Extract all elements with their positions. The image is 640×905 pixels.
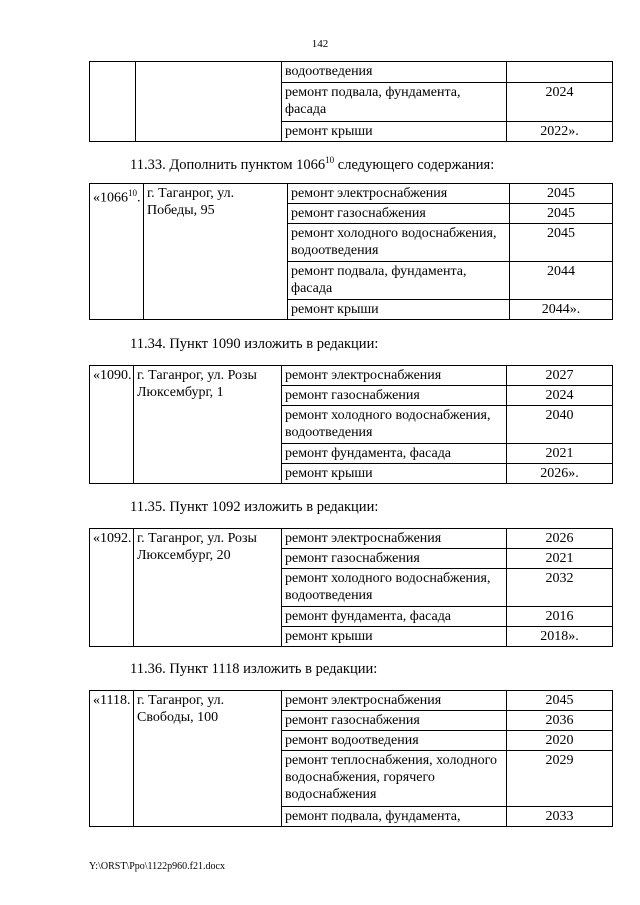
address-cell: г. Таганрог, ул. Победы, 95: [144, 184, 288, 320]
year-cell: 2044».: [510, 300, 613, 320]
year-cell: 2040: [507, 406, 613, 444]
year-cell: [507, 62, 613, 83]
address-table: [89, 528, 613, 647]
work-cell: ремонт холодного водоснабжения, водоотведения: [282, 406, 507, 444]
year-cell: 2045: [510, 204, 613, 224]
year-cell: 2045: [510, 224, 613, 262]
year-cell: 2024: [507, 386, 613, 406]
year-cell: 2016: [507, 607, 613, 627]
year-cell: 2045: [507, 691, 613, 711]
year-cell: 2044: [510, 262, 613, 300]
work-cell: ремонт электроснабжения: [282, 366, 507, 386]
work-cell: ремонт газоснабжения: [282, 549, 507, 569]
work-cell: ремонт водоотведения: [282, 731, 507, 751]
address-cell: г. Таганрог, ул. Розы Люксембург, 20: [134, 529, 282, 647]
work-cell: ремонт подвала, фундамента, фасада: [282, 83, 507, 122]
year-cell: 2021: [507, 549, 613, 569]
work-cell: ремонт газоснабжения: [288, 204, 510, 224]
page-number: 142: [311, 38, 329, 50]
paragraph-11-36: 11.36. Пункт 1118 изложить в редакции:: [130, 661, 378, 677]
work-cell: ремонт фундамента, фасада: [282, 444, 507, 464]
work-cell: ремонт фундамента, фасада: [282, 607, 507, 627]
work-cell: ремонт электроснабжения: [282, 529, 507, 549]
work-cell: ремонт электроснабжения: [282, 691, 507, 711]
year-cell: 2018».: [507, 627, 613, 647]
work-cell: ремонт крыши: [282, 464, 507, 484]
address-table: [89, 61, 613, 142]
table-row: [90, 184, 613, 204]
year-cell: 2021: [507, 444, 613, 464]
table-row: [90, 62, 613, 83]
year-cell: 2026: [507, 529, 613, 549]
address-table: [89, 365, 613, 484]
work-cell: ремонт подвала, фундамента, фасада: [288, 262, 510, 300]
item-number-cell: «1090.: [90, 366, 134, 484]
year-cell: 2026».: [507, 464, 613, 484]
work-cell: ремонт крыши: [288, 300, 510, 320]
work-cell: водоотведения: [282, 62, 507, 83]
work-cell: ремонт теплоснабжения, холодного водоснабжения, горячего водоснабжения: [282, 751, 507, 807]
address-cell: г. Таганрог, ул. Розы Люксембург, 1: [134, 366, 282, 484]
table-row: [90, 366, 613, 386]
year-cell: 2033: [507, 807, 613, 827]
work-cell: ремонт электроснабжения: [288, 184, 510, 204]
work-cell: ремонт газоснабжения: [282, 711, 507, 731]
year-cell: 2020: [507, 731, 613, 751]
item-number-cell: [90, 62, 136, 142]
year-cell: 2022».: [507, 122, 613, 142]
year-cell: 2036: [507, 711, 613, 731]
table-row: [90, 529, 613, 549]
address-cell: г. Таганрог, ул. Свободы, 100: [134, 691, 282, 827]
work-cell: ремонт холодного водоснабжения, водоотведения: [282, 569, 507, 607]
item-number-cell: «1092.: [90, 529, 134, 647]
address-cell: [136, 62, 282, 142]
work-cell: ремонт крыши: [282, 122, 507, 142]
year-cell: 2027: [507, 366, 613, 386]
year-cell: 2024: [507, 83, 613, 122]
address-table: [89, 183, 613, 320]
address-table: [89, 690, 613, 827]
paragraph-11-33: 11.33. Дополнить пунктом 1066$^{10}$ следующего содержания:: [130, 155, 495, 173]
paragraph-11-34: 11.34. Пункт 1090 изложить в редакции:: [130, 336, 379, 352]
item-number-cell: «1118.: [90, 691, 134, 827]
work-cell: ремонт холодного водоснабжения, водоотведения: [288, 224, 510, 262]
work-cell: ремонт крыши: [282, 627, 507, 647]
year-cell: 2029: [507, 751, 613, 807]
item-number-cell: «1066$^{10}$.: [90, 184, 144, 320]
work-cell: ремонт газоснабжения: [282, 386, 507, 406]
work-cell: ремонт подвала, фундамента,: [282, 807, 507, 827]
year-cell: 2045: [510, 184, 613, 204]
year-cell: 2032: [507, 569, 613, 607]
table-row: [90, 691, 613, 711]
paragraph-11-35: 11.35. Пункт 1092 изложить в редакции:: [130, 499, 379, 515]
file-path-footer: Y:\ORST\Ppo\1122p960.f21.docx: [89, 861, 225, 872]
